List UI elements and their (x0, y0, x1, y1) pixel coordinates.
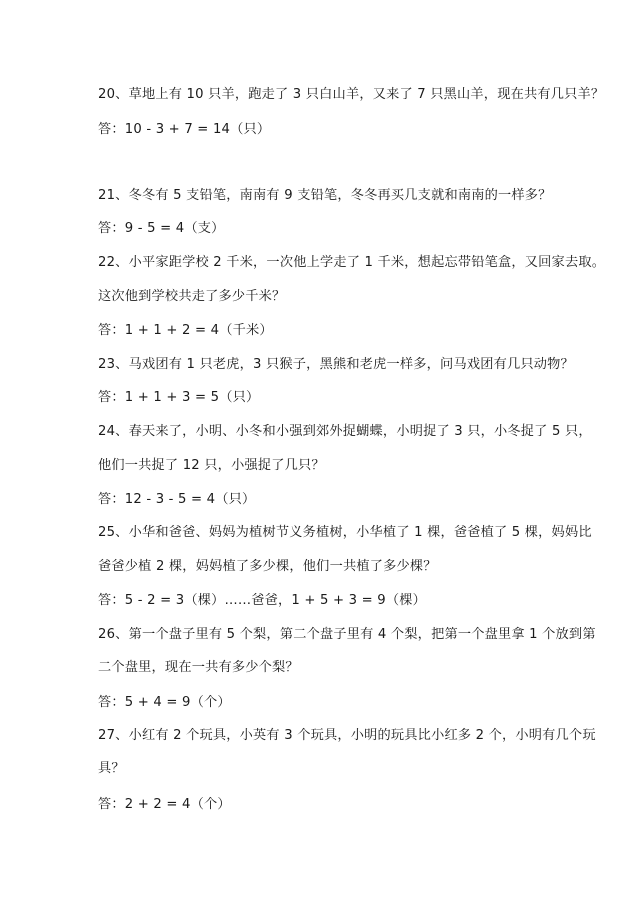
problem-25-question-line-1: 25、小华和爸爸、妈妈为植树节义务植树，小华植了 1 棵，爸爸植了 5 棵，妈妈比 (98, 525, 592, 540)
problem-24-answer: 答：12 - 3 - 5 = 4（只） (98, 492, 256, 507)
problem-22-answer: 答：1 + 1 + 2 = 4（千米） (98, 323, 273, 338)
problem-24-question-line-2: 他们一共捉了 12 只，小强捉了几只？ (98, 458, 325, 473)
problem-26-answer: 答：5 + 4 = 9（个） (98, 695, 231, 710)
problem-22-question-line-1: 22、小平家距学校 2 千米，一次他上学走了 1 千米，想起忘带铅笔盒，又回家去取。 (98, 255, 606, 270)
problem-23-answer: 答：1 + 1 + 3 = 5（只） (98, 390, 260, 405)
problem-27-question-line-2: 具？ (98, 761, 125, 776)
problem-21-answer: 答：9 - 5 = 4（支） (98, 221, 225, 236)
problem-21-question: 21、冬冬有 5 支铅笔，南南有 9 支铅笔，冬冬再买几支就和南南的一样多？ (98, 188, 552, 203)
problem-26-question-line-2: 二个盘里，现在一共有多少个梨？ (98, 660, 299, 675)
problem-23-question: 23、马戏团有 1 只老虎，3 只猴子，黑熊和老虎一样多，问马戏团有几只动物？ (98, 357, 574, 372)
problem-25-answer: 答：5 - 2 = 3（棵）……爸爸，1 + 5 + 3 = 9（棵） (98, 593, 427, 608)
problem-22-question-line-2: 这次他到学校共走了多少千米？ (98, 289, 286, 304)
problem-25-question-line-2: 爸爸少植 2 棵，妈妈植了多少棵，他们一共植了多少棵？ (98, 559, 437, 574)
problem-20-answer: 答：10 - 3 + 7 = 14（只） (98, 122, 271, 137)
problem-27-answer: 答：2 + 2 = 4（个） (98, 797, 231, 812)
problem-24-question-line-1: 24、春天来了，小明、小冬和小强到郊外捉蝴蝶，小明捉了 3 只，小冬捉了 5 只， (98, 424, 592, 439)
problem-27-question-line-1: 27、小红有 2 个玩具，小英有 3 个玩具，小明的玩具比小红多 2 个，小明有几个玩 (98, 728, 596, 743)
problem-26-question-line-1: 26、第一个盘子里有 5 个梨，第二个盘子里有 4 个梨，把第一个盘里拿 1 个放到第 (98, 627, 596, 642)
problem-20-question: 20、草地上有 10 只羊，跑走了 3 只白山羊，又来了 7 只黑山羊，现在共有几只羊？ (98, 87, 605, 102)
